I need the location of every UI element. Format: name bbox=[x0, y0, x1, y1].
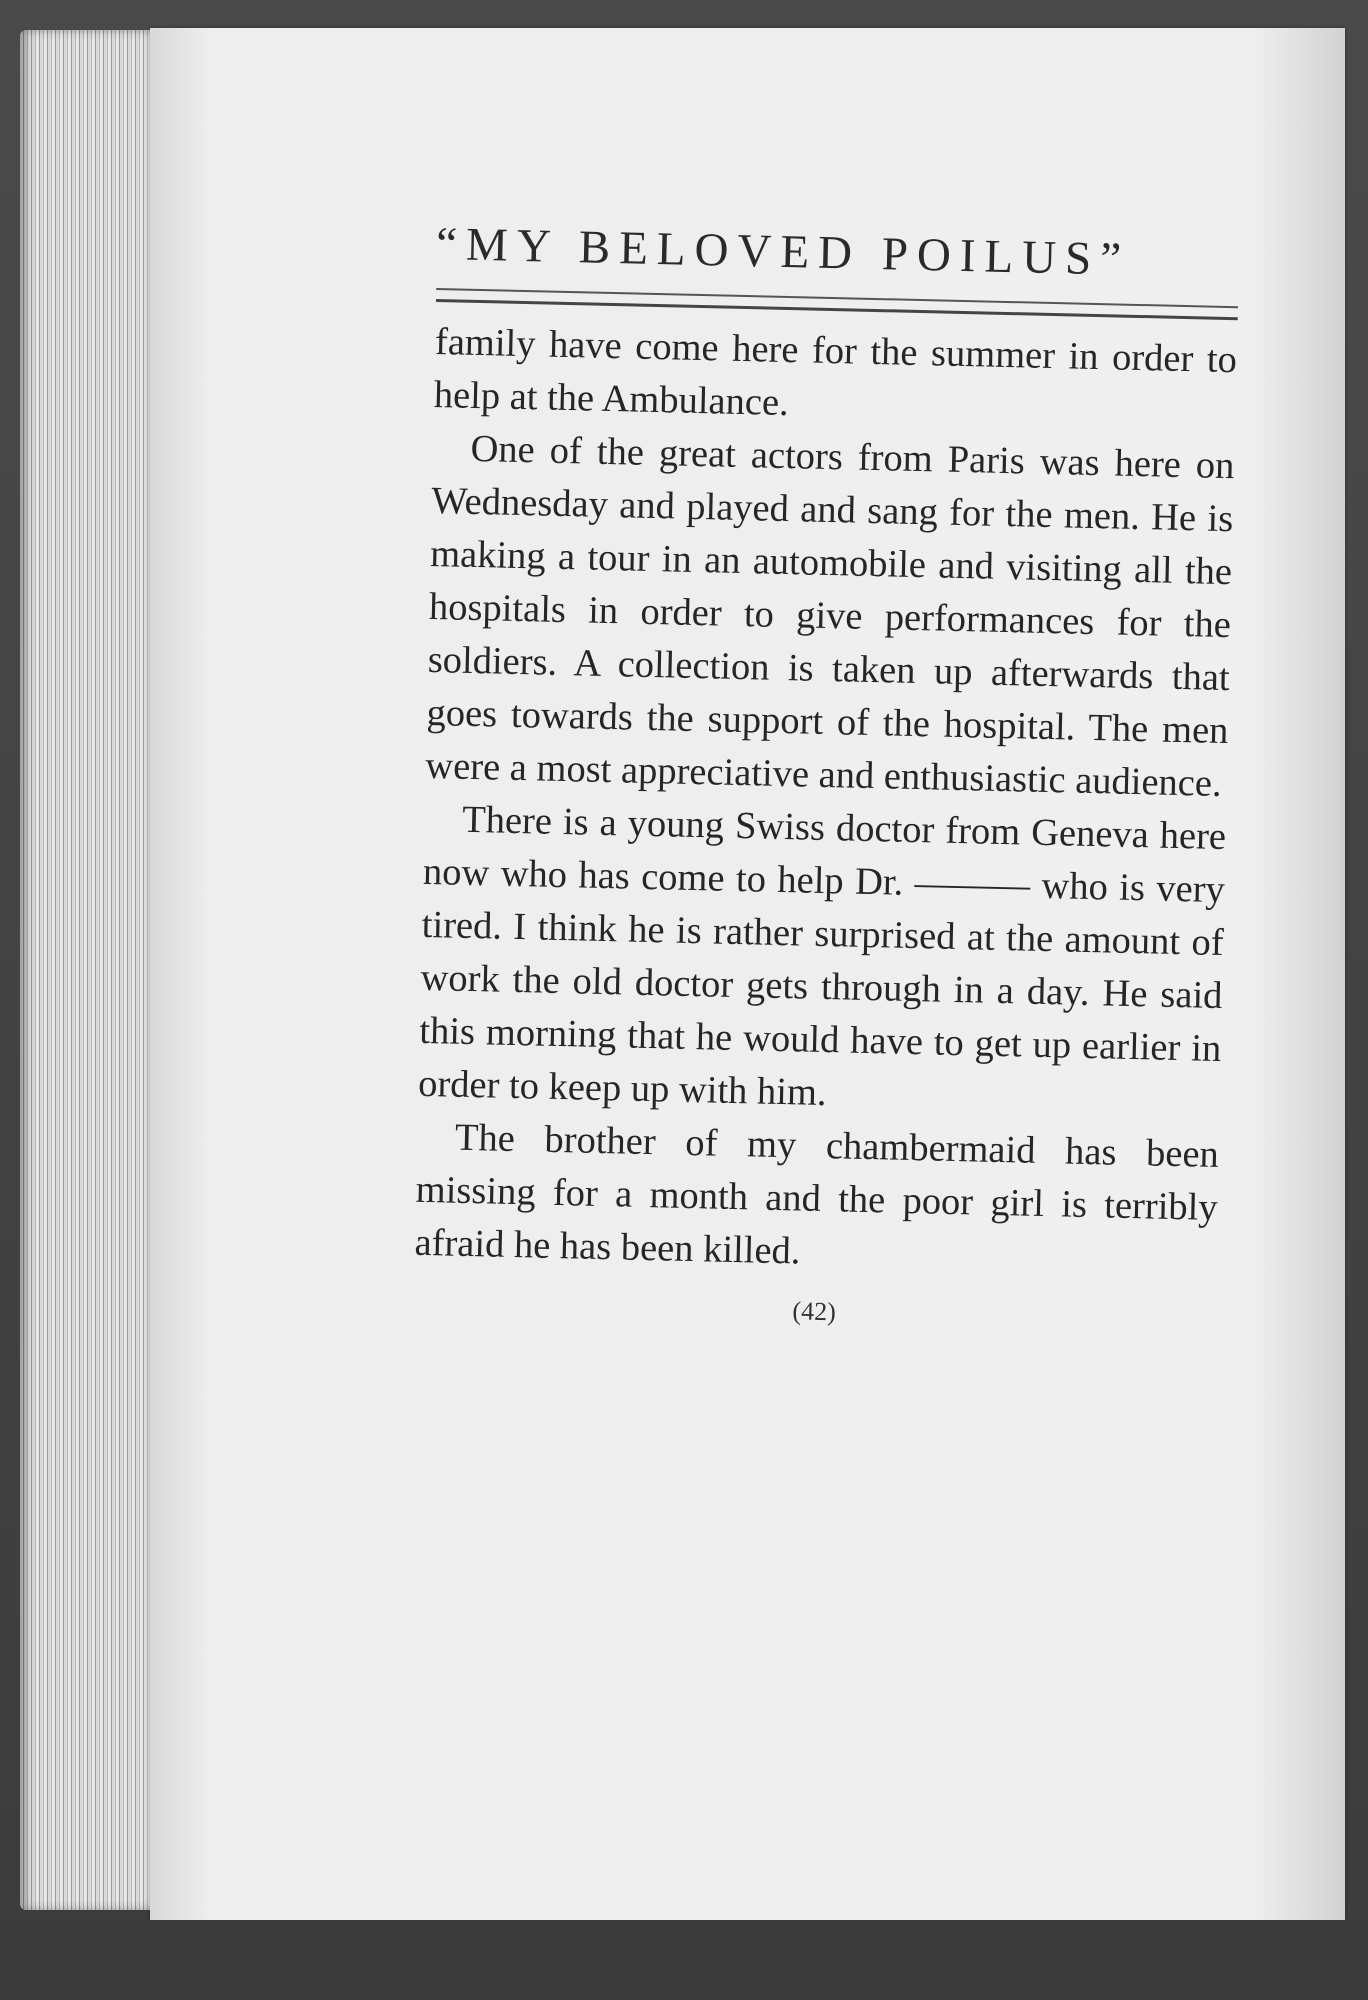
paragraph: One of the great actors from Paris was here on Wednesday and played and sang for the men. He is making a tour in an automobile and visiting all the hospitals in order to give performances for the soldiers. A collection is taken up afterwards that goes towards the support of the hospital. The men were a most appreciative and enthusiastic audience. bbox=[424, 427, 1235, 805]
paragraph: There is a young Swiss doctor from Geneva here now who has come to help Dr. ——— who is very tired. I think he is rather surprised at the amount of work the old doctor gets through in a day. He said this morning that he would have to get up earlier in order to keep up with him. bbox=[417, 798, 1227, 1115]
page-number: (42) bbox=[792, 1296, 837, 1327]
page-content bbox=[235, 210, 1270, 1337]
body-text bbox=[414, 316, 1237, 1288]
header-rule bbox=[436, 288, 1238, 320]
running-head: “MY BELOVED POILUS” bbox=[435, 218, 1131, 286]
scanner-background bbox=[0, 1920, 1368, 2000]
paragraph: family have come here for the summer in order to help at the Ambulance. bbox=[433, 321, 1238, 425]
paragraph: The brother of my chambermaid has been missing for a month and the poor girl is terribly afraid he has been killed. bbox=[414, 1116, 1220, 1273]
